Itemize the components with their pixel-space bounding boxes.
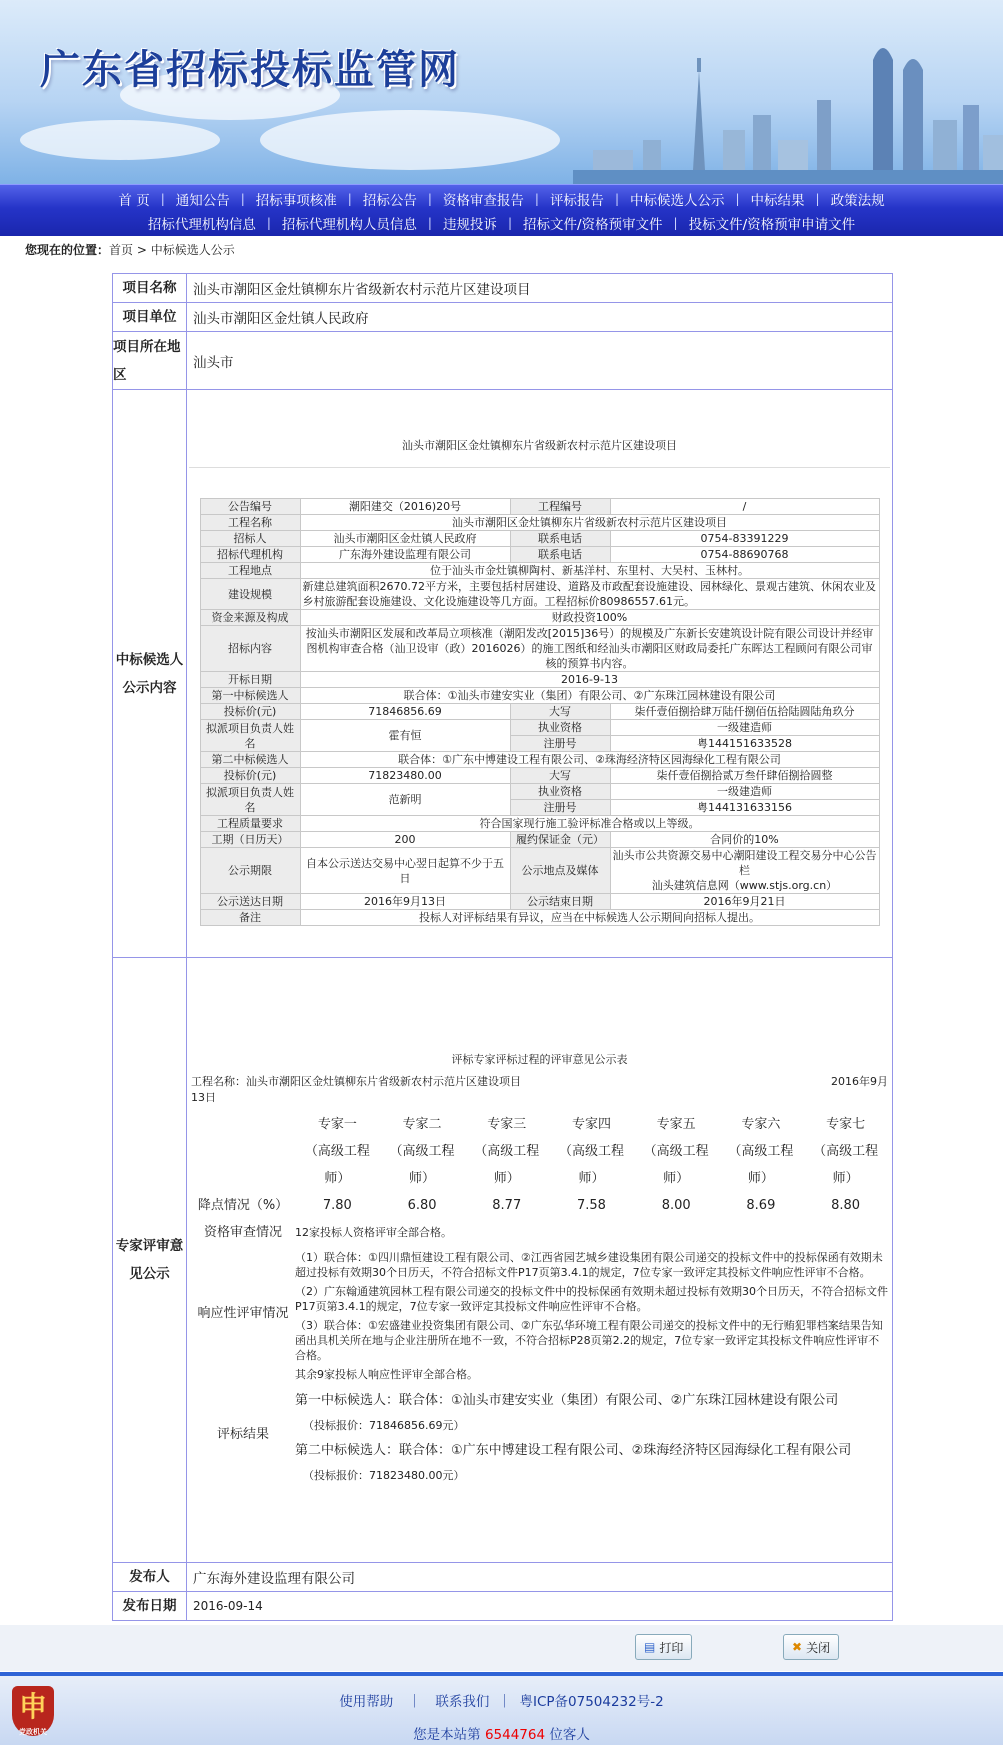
- nav-separator: |: [507, 216, 512, 230]
- notice-key: 第一中标候选人: [200, 688, 300, 704]
- help-link[interactable]: 使用帮助: [339, 1694, 394, 1710]
- notice-row: [200, 816, 879, 832]
- footer-separator: ｜: [407, 1694, 422, 1710]
- notice-value: 联合体：①广东中博建设工程有限公司、②珠海经济特区园海绿化工程有限公司: [300, 752, 879, 768]
- notice-value: 霍有恒: [300, 720, 510, 752]
- expert-name: 专家三: [487, 1116, 527, 1132]
- notice-key: 资金来源及构成: [200, 610, 300, 626]
- expert-review-content: [187, 958, 893, 1563]
- notice-row: [200, 768, 879, 784]
- main-navigation: [0, 184, 1003, 236]
- notice-key: 投标价(元): [200, 704, 300, 720]
- project-region-label: 项目所在地区: [113, 332, 187, 390]
- notice-row: [200, 752, 879, 768]
- nav-link[interactable]: 通知公告: [175, 193, 230, 209]
- nav-link[interactable]: 招标代理机构人员信息: [281, 217, 417, 233]
- notice-value: 位于汕头市金灶镇柳陶村、新基洋村、东里村、大吴村、玉林村。: [300, 563, 879, 579]
- expert-score: 7.80: [322, 1197, 352, 1213]
- notice-content-label: 中标候选人公示内容: [113, 390, 187, 958]
- notice-key: 联系电话: [510, 531, 610, 547]
- nav-link[interactable]: 中标结果: [750, 193, 805, 209]
- notice-value: 广东海外建设监理有限公司: [300, 547, 510, 563]
- notice-value: 一级建造师: [610, 784, 879, 800]
- icp-link[interactable]: 粤ICP备07504232号-2: [519, 1694, 664, 1710]
- city-skyline-image: [573, 0, 1003, 184]
- expert-title: （高级工程: [643, 1143, 709, 1159]
- project-detail-table: [112, 273, 893, 1621]
- review-table: [191, 1111, 888, 1488]
- notice-value: [610, 547, 879, 563]
- notice-key: 拟派项目负责人姓名: [200, 720, 300, 752]
- print-button[interactable]: [635, 1634, 692, 1660]
- visitor-count: 6544764: [484, 1727, 546, 1743]
- expert-title: （高级工程: [813, 1143, 879, 1159]
- nav-link[interactable]: 投标文件/资格预审申请文件: [688, 217, 856, 233]
- notice-key: 注册号: [510, 800, 610, 816]
- notice-value-line: 柒仟壹佰捌拾贰万叁仟肆佰捌拾圆整: [656, 769, 833, 782]
- contact-link[interactable]: 联系我们: [435, 1694, 490, 1710]
- site-footer: [0, 1672, 1003, 1745]
- notice-key: 执业资格: [510, 784, 610, 800]
- notice-value-line: 汕头市公共资源交易中心潮阳建设工程交易分中心公告栏: [612, 849, 877, 877]
- notice-key: 备注: [200, 910, 300, 926]
- emblem-text: 党政机关: [19, 1728, 47, 1736]
- notice-key: 招标代理机构: [200, 547, 300, 563]
- expert-name: 专家二: [402, 1116, 442, 1132]
- notice-value-line: 2016年9月21日: [703, 895, 786, 908]
- breadcrumb-current: 中标候选人公示: [150, 243, 235, 257]
- publish-date-label: 发布日期: [113, 1592, 187, 1621]
- expert-title: 师）: [324, 1170, 351, 1186]
- result-label: 评标结果: [216, 1427, 269, 1442]
- project-unit-label: 项目单位: [113, 303, 187, 332]
- notice-row: [200, 704, 879, 720]
- nav-separator: |: [673, 216, 678, 230]
- notice-key: 招标人: [200, 531, 300, 547]
- notice-key: 履约保证金（元）: [510, 832, 610, 848]
- notice-key: 招标内容: [200, 626, 300, 672]
- expert-name: 专家五: [656, 1116, 696, 1132]
- notice-row: [200, 610, 879, 626]
- nav-separator: |: [735, 192, 740, 206]
- expert-header-row: [191, 1111, 888, 1192]
- review-date-b: 13日: [191, 1090, 216, 1104]
- notice-value: 71846856.69: [300, 704, 510, 720]
- notice-value: 2016年9月13日: [300, 894, 510, 910]
- print-icon: ▤: [644, 1640, 656, 1654]
- site-title: 广东省招标投标监管网: [40, 46, 460, 93]
- notice-value: [610, 848, 879, 894]
- notice-value: 71823480.00: [300, 768, 510, 784]
- notice-value-line: /: [742, 500, 747, 513]
- notice-key: 公告编号: [200, 499, 300, 515]
- notice-value: 按汕头市潮阳区发展和改革局立项核准（潮阳发改[2015]36号）的规模及广东新长安建筑设计院有限公司设计并经审图机构审查合格（汕卫设审（政）2016026）的施工图纸和经汕头市潮阳区财政局委托广东晖达工程顾问有限公司审核的预算书内容。: [300, 626, 879, 672]
- review-title: 评标专家评标过程的评审意见公示表: [451, 1052, 628, 1066]
- expert-name: 专家四: [571, 1116, 611, 1132]
- notice-value: [610, 499, 879, 515]
- notice-value-line: 0754-88690768: [700, 548, 789, 561]
- notice-value: 范新明: [300, 784, 510, 816]
- result-value: [295, 1382, 888, 1488]
- notice-value: 200: [300, 832, 510, 848]
- footer-links: [0, 1690, 1003, 1710]
- notice-value: 汕头市潮阳区金灶镇柳东片省级新农村示范片区建设项目: [300, 515, 879, 531]
- nav-link[interactable]: 中标候选人公示: [629, 193, 725, 209]
- notice-value: 符合国家现行施工验评标准合格或以上等级。: [300, 816, 879, 832]
- review-date-a: 2016年9月: [831, 1074, 888, 1088]
- notice-key: 开标日期: [200, 672, 300, 688]
- expert-title: 师）: [578, 1170, 605, 1186]
- expert-title: （高级工程: [474, 1143, 540, 1159]
- close-icon: ✖: [792, 1640, 803, 1654]
- print-button-label: 打印: [659, 1640, 684, 1655]
- notice-key: 建设规模: [200, 579, 300, 610]
- result-row: [191, 1382, 888, 1488]
- nav-link[interactable]: 资格审查报告: [442, 193, 524, 209]
- expert-name: 专家一: [317, 1116, 357, 1132]
- site-banner: [0, 0, 1003, 184]
- publisher-label: 发布人: [113, 1563, 187, 1592]
- notice-row: [200, 720, 879, 736]
- emblem-glyph: 申: [18, 1690, 47, 1723]
- project-name-value: 汕头市潮阳区金灶镇柳东片省级新农村示范片区建设项目: [187, 274, 893, 303]
- nav-separator: |: [347, 192, 352, 206]
- expert-title: 师）: [663, 1170, 690, 1186]
- notice-key: 工程地点: [200, 563, 300, 579]
- notice-row: [200, 832, 879, 848]
- notice-value: 潮阳建交（2016)20号: [300, 499, 510, 515]
- expert-header: [634, 1111, 719, 1192]
- score-label: 降点情况（%）: [197, 1197, 289, 1213]
- notice-title: 汕头市潮阳区金灶镇柳东片省级新农村示范片区建设项目: [402, 439, 677, 452]
- notice-key: 工期（日历天）: [200, 832, 300, 848]
- review-project-line: 工程名称：汕头市潮阳区金灶镇柳东片省级新农村示范片区建设项目: [191, 1074, 521, 1088]
- nav-link[interactable]: 首 页: [118, 193, 150, 209]
- nav-separator: |: [160, 192, 165, 206]
- expert-header: [719, 1111, 804, 1192]
- candidate-notice-table: [200, 498, 880, 926]
- footer-separator: ｜: [497, 1694, 512, 1710]
- expert-score: 7.58: [576, 1197, 606, 1213]
- breadcrumb-separator: >: [133, 243, 151, 257]
- notice-key: 投标价(元): [200, 768, 300, 784]
- notice-row: [200, 563, 879, 579]
- visitor-prefix: 您是本站第: [413, 1727, 481, 1743]
- notice-key: 拟派项目负责人姓名: [200, 784, 300, 816]
- expert-header: [549, 1111, 634, 1192]
- visitor-counter: [0, 1723, 1003, 1743]
- notice-value: [610, 704, 879, 720]
- project-region-value: 汕头市: [187, 332, 893, 390]
- notice-key: 大写: [510, 768, 610, 784]
- visitor-suffix: 位客人: [549, 1727, 590, 1743]
- close-button[interactable]: [783, 1634, 839, 1660]
- expert-header: [380, 1111, 465, 1192]
- notice-key: 大写: [510, 704, 610, 720]
- expert-score: 6.80: [407, 1197, 437, 1213]
- notice-key: 工程名称: [200, 515, 300, 531]
- expert-title: 师）: [747, 1170, 774, 1186]
- expert-title: （高级工程: [389, 1143, 455, 1159]
- response-label: 响应性评审情况: [197, 1306, 289, 1321]
- nav-link[interactable]: 政策法规: [830, 193, 885, 209]
- nav-link[interactable]: 评标报告: [549, 193, 604, 209]
- qualification-value: 12家投标人资格评审全部合格。: [295, 1225, 452, 1239]
- expert-score: 8.77: [492, 1197, 522, 1213]
- expert-title: 师）: [493, 1170, 520, 1186]
- notice-content: [187, 390, 893, 958]
- expert-header-blank: [191, 1111, 295, 1192]
- notice-value: 一级建造师: [610, 720, 879, 736]
- notice-key: 工程质量要求: [200, 816, 300, 832]
- nav-separator: |: [427, 192, 432, 206]
- expert-score: 8.80: [831, 1197, 861, 1213]
- close-button-label: 关闭: [806, 1640, 831, 1655]
- notice-row: [200, 515, 879, 531]
- project-unit-value: 汕头市潮阳区金灶镇人民政府: [187, 303, 893, 332]
- response-value: [295, 1246, 888, 1382]
- project-name-label: 项目名称: [113, 274, 187, 303]
- breadcrumb-home-link[interactable]: 首页: [109, 243, 134, 257]
- expert-title: 师）: [409, 1170, 436, 1186]
- breadcrumb: [25, 241, 235, 258]
- notice-key: 公示地点及媒体: [510, 848, 610, 894]
- nav-separator: |: [427, 216, 432, 230]
- notice-row: [200, 547, 879, 563]
- notice-value: [610, 894, 879, 910]
- review-header: [191, 1073, 888, 1089]
- nav-link[interactable]: 招标公告: [362, 193, 417, 209]
- notice-row: [200, 784, 879, 800]
- notice-key: 执业资格: [510, 720, 610, 736]
- notice-value: 联合体：①汕头市建安实业（集团）有限公司、②广东珠江园林建设有限公司: [300, 688, 879, 704]
- notice-row: [200, 672, 879, 688]
- notice-value-line: 汕头建筑信息网（www.stjs.org.cn）: [651, 879, 838, 892]
- nav-separator: |: [815, 192, 820, 206]
- nav-separator: |: [534, 192, 539, 206]
- nav-row-secondary: [0, 211, 1003, 235]
- response-item: （3）联合体：①宏盛建业投资集团有限公司、②广东弘华环境工程有限公司递交的投标文件中的无行贿犯罪档案结果告知函出具机关所在地与企业注册所在地不一致，不符合招标P28页第2.2的规定，7位专家一致评定其投标文件响应性评审不合格。: [295, 1318, 883, 1362]
- nav-row-primary: [0, 187, 1003, 211]
- notice-row: [200, 579, 879, 610]
- notice-key: 第二中标候选人: [200, 752, 300, 768]
- notice-value: 投标人对评标结果有异议，应当在中标候选人公示期间向招标人提出。: [300, 910, 879, 926]
- expert-title: （高级工程: [304, 1143, 370, 1159]
- notice-key: 公示期限: [200, 848, 300, 894]
- response-row: [191, 1246, 888, 1382]
- result-item: 第二中标候选人：联合体：①广东中博建设工程有限公司、②珠海经济特区园海绿化工程有限公司: [295, 1442, 852, 1458]
- notice-value: [610, 531, 879, 547]
- nav-link[interactable]: 违规投诉: [442, 217, 497, 233]
- expert-score: 8.00: [661, 1197, 691, 1213]
- notice-row: [200, 910, 879, 926]
- notice-value: 粤144151633528: [610, 736, 879, 752]
- nav-separator: |: [240, 192, 245, 206]
- notice-value-line: 0754-83391229: [700, 532, 789, 545]
- nav-link[interactable]: 招标文件/资格预审文件: [522, 217, 663, 233]
- notice-key: 公示结束日期: [510, 894, 610, 910]
- expert-title: （高级工程: [728, 1143, 794, 1159]
- action-bar: [0, 1625, 1003, 1671]
- notice-row: [200, 499, 879, 515]
- publish-date-value: 2016-09-14: [187, 1592, 893, 1621]
- result-item: （投标报价：71846856.69元）: [303, 1418, 465, 1432]
- notice-value: 粤144131633156: [610, 800, 879, 816]
- expert-name: 专家七: [826, 1116, 866, 1132]
- qualification-row: [191, 1219, 888, 1246]
- result-item: 第一中标候选人：联合体：①汕头市建安实业（集团）有限公司、②广东珠江园林建设有限公司: [295, 1392, 839, 1408]
- notice-value: [610, 832, 879, 848]
- response-item: （2）广东翰通建筑园林工程有限公司递交的投标文件中的投标保函有效期未超过投标有效期30个日历天，不符合招标文件P17页第3.4.1的规定，7位专家一致评定其投标文件响应性评审不合格。: [295, 1284, 888, 1313]
- expert-title: 师）: [832, 1170, 859, 1186]
- expert-name: 专家六: [741, 1116, 781, 1132]
- breadcrumb-label: 您现在的位置：: [25, 243, 110, 257]
- expert-title: （高级工程: [558, 1143, 624, 1159]
- nav-separator: |: [266, 216, 271, 230]
- response-item: （1）联合体：①四川鼎恒建设工程有限公司、②江西省园艺城乡建设集团有限公司递交的投标文件中的投标保函有效期未超过投标有效期30个日历天，不符合招标文件P17页第3.4.1的规定，7位专家一致评定其投标文件响应性评审不合格。: [295, 1250, 883, 1279]
- notice-value: 汕头市潮阳区金灶镇人民政府: [300, 531, 510, 547]
- notice-row: [200, 688, 879, 704]
- result-item: （投标报价：71823480.00元）: [303, 1468, 465, 1482]
- notice-row: [200, 531, 879, 547]
- notice-key: 工程编号: [510, 499, 610, 515]
- notice-key: 联系电话: [510, 547, 610, 563]
- notice-value-line: 合同价的10%: [710, 833, 779, 846]
- expert-header: [295, 1111, 380, 1192]
- notice-value: 自本公示送达交易中心翌日起算不少于五日: [300, 848, 510, 894]
- expert-score: 8.69: [746, 1197, 776, 1213]
- notice-value: 新建总建筑面积2670.72平方米，主要包括村居建设、道路及市政配套设施建设、园林绿化、景观古建筑、休闲农业及乡村旅游配套设施建设、文化设施建设等几方面。工程招标价80986557.61元。: [300, 579, 879, 610]
- notice-value: [610, 768, 879, 784]
- notice-key: 公示送达日期: [200, 894, 300, 910]
- notice-value: 2016-9-13: [300, 672, 879, 688]
- notice-row: [200, 848, 879, 894]
- response-item: 其余9家投标人响应性评审全部合格。: [295, 1367, 478, 1381]
- expert-header: [464, 1111, 549, 1192]
- nav-link[interactable]: 招标事项核准: [255, 193, 337, 209]
- notice-value-line: 柒仟壹佰捌拾肆万陆仟捌佰伍拾陆圆陆角玖分: [634, 705, 855, 718]
- notice-row: [200, 894, 879, 910]
- notice-row: [200, 626, 879, 672]
- nav-separator: |: [614, 192, 619, 206]
- expert-review-label: 专家评审意见公示: [113, 958, 187, 1563]
- expert-header: [803, 1111, 888, 1192]
- nav-link[interactable]: 招标代理机构信息: [147, 217, 256, 233]
- publisher-value: 广东海外建设监理有限公司: [187, 1563, 893, 1592]
- notice-key: 注册号: [510, 736, 610, 752]
- score-row: [191, 1192, 888, 1219]
- notice-value: 财政投资100%: [300, 610, 879, 626]
- qualification-label: 资格审查情况: [203, 1224, 282, 1240]
